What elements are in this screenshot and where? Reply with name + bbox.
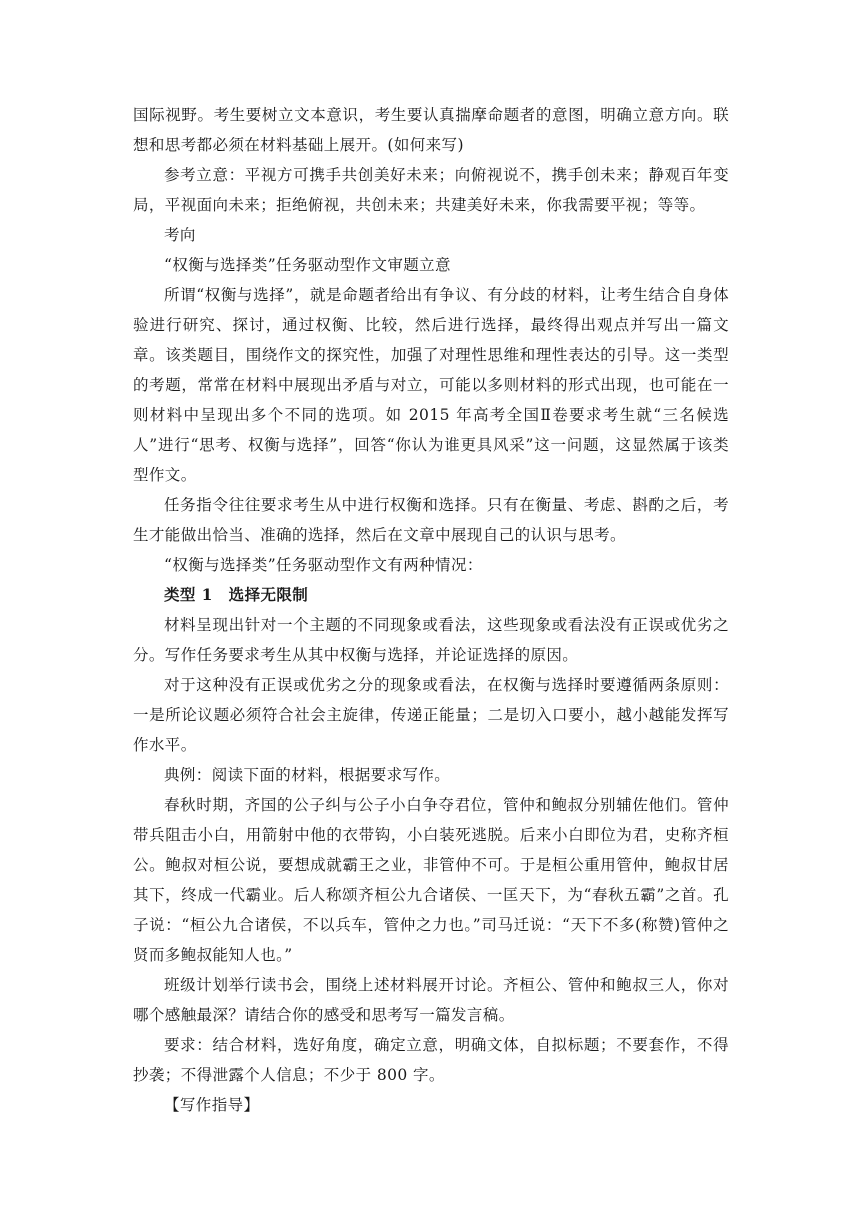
document-page xyxy=(133,100,729,1120)
section-label-kaoxiang: 考向 xyxy=(164,226,196,244)
paragraph-task-instruction: 任务指令往往要求考生从中进行权衡和选择。只有在衡量、考虑、斟酌之后，考生才能做出恰当、准确的选择，然后在文章中展现自己的认识与思考。 xyxy=(133,496,729,544)
section-heading: “权衡与选择类”任务驱动型作文审题立意 xyxy=(164,256,451,274)
writing-guidance-heading: 【写作指导】 xyxy=(164,1096,260,1114)
paragraph-reference-ideas: 参考立意：平视方可携手共创美好未来；向俯视说不，携手创未来；静观百年变局，平视面向未来；拒绝俯视，共创未来；共建美好未来，你我需要平视；等等。 xyxy=(133,166,729,214)
type-heading: 类型 1 选择无限制 xyxy=(164,585,309,604)
paragraph-example-intro: 典例：阅读下面的材料，根据要求写作。 xyxy=(164,766,451,784)
paragraph-example-task: 班级计划举行读书会，围绕上述材料展开讨论。齐桓公、管仲和鲍叔三人，你对哪个感触最深？请结合你的感受和思考写一篇发言稿。 xyxy=(133,976,729,1024)
paragraph-type-description: 材料呈现出针对一个主题的不同现象或看法，这些现象或看法没有正误或优劣之分。写作任务要求考生从其中权衡与选择，并论证选择的原因。 xyxy=(133,616,729,664)
paragraph-two-cases: “权衡与选择类”任务驱动型作文有两种情况： xyxy=(164,556,483,574)
paragraph-requirements: 要求：结合材料，选好角度，确定立意，明确文体，自拟标题；不要套作，不得抄袭；不得泄露个人信息；不少于 800 字。 xyxy=(133,1036,729,1084)
paragraph-definition: 所谓“权衡与选择”，就是命题者给出有争议、有分歧的材料，让考生结合自身体验进行研究、探讨，通过权衡、比较，然后进行选择，最终得出观点并写出一篇文章。该类题目，围绕作文的探究性，加强了对理性思维和理性表达的引导。这一类型的考题，常常在材料中展现出矛盾与对立，可能以多则材料的形式出现，也可能在一则材料中呈现出多个不同的选项。如 2015 年高考全国Ⅱ卷要求考生就“三名候选人”进行“思考、权衡与选择”，回答“你认为谁更具风采”这一问题，这显然属于该类型作文。 xyxy=(133,286,729,484)
paragraph-example-material: 春秋时期，齐国的公子纠与公子小白争夺君位，管仲和鲍叔分别辅佐他们。管仲带兵阻击小白，用箭射中他的衣带钩，小白装死逃脱。后来小白即位为君，史称齐桓公。鲍叔对桓公说，要想成就霸王之业，非管仲不可。于是桓公重用管仲，鲍叔甘居其下，终成一代霸业。后人称颂齐桓公九合诸侯、一匡天下，为“春秋五霸”之首。孔子说：“桓公九合诸侯，不以兵车，管仲之力也。”司马迁说：“天下不多(称赞)管仲之贤而多鲍叔能知人也。” xyxy=(133,796,729,964)
paragraph-principles: 对于这种没有正误或优劣之分的现象或看法，在权衡与选择时要遵循两条原则：一是所论议题必须符合社会主旋律，传递正能量；二是切入口要小，越小越能发挥写作水平。 xyxy=(133,676,729,754)
paragraph-continuation: 国际视野。考生要树立文本意识，考生要认真揣摩命题者的意图，明确立意方向。联想和思考都必须在材料基础上展开。(如何来写) xyxy=(133,106,729,154)
